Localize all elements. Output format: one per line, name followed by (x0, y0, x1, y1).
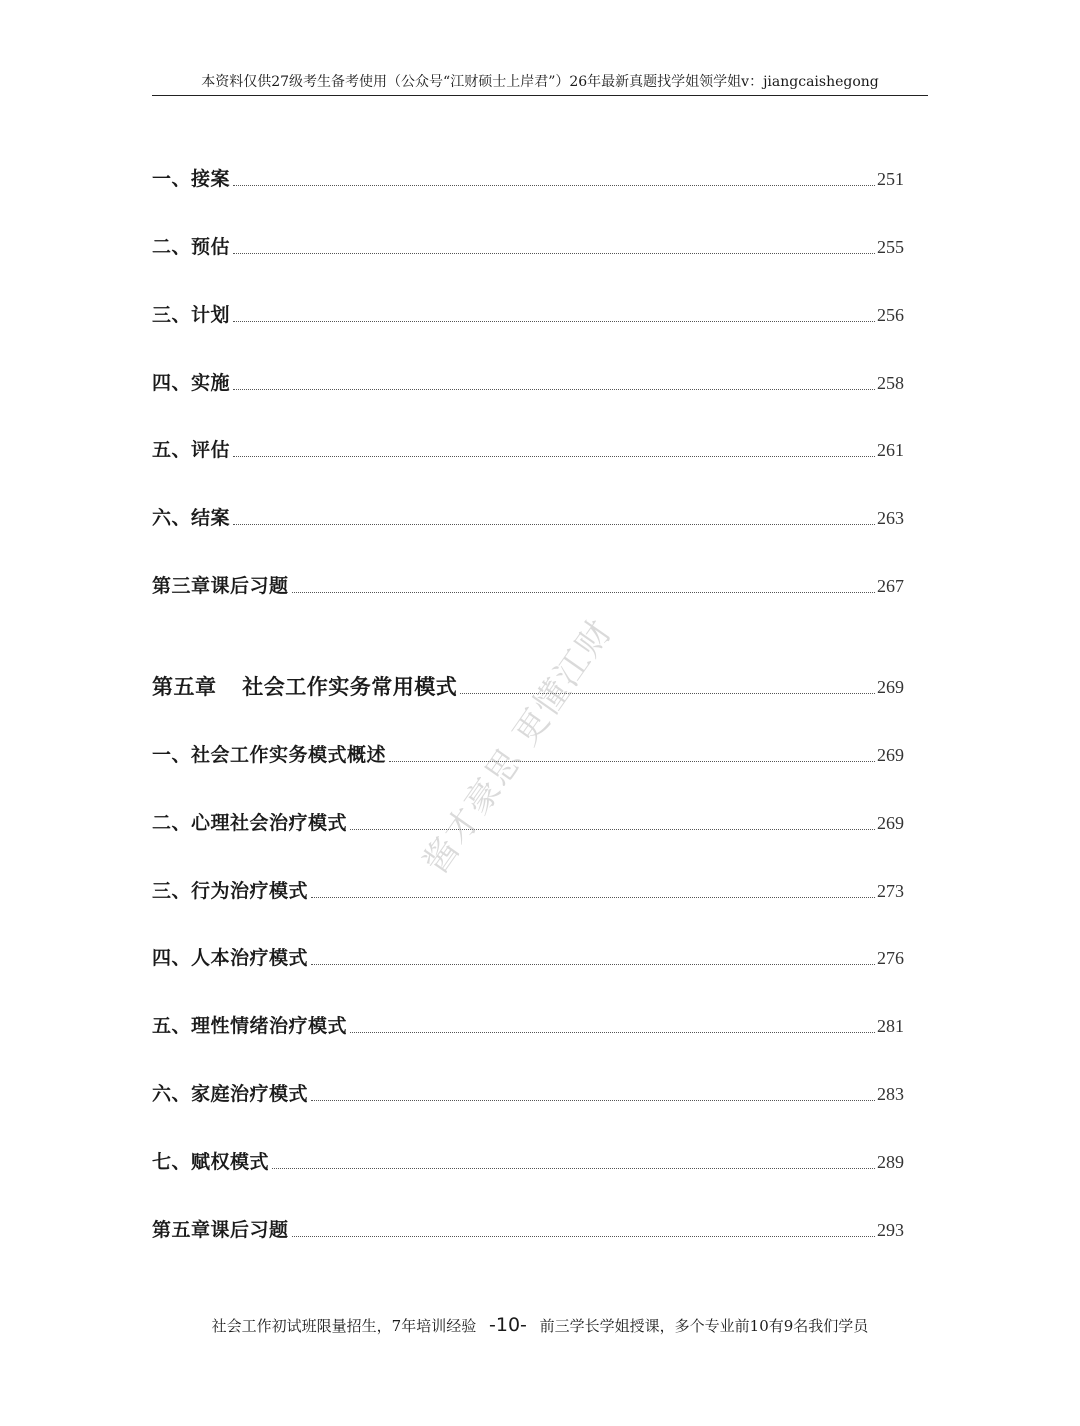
toc-entry[interactable] (152, 1077, 904, 1107)
toc-entry[interactable] (152, 366, 904, 396)
toc-leader-dots (311, 963, 875, 965)
toc-entry-page: 289 (877, 1152, 904, 1172)
toc-entry[interactable] (152, 298, 904, 328)
toc-entry-page: 276 (877, 948, 904, 968)
toc-entry-page: 269 (877, 677, 904, 697)
toc-entry-title: 六、家庭治疗模式 (152, 1083, 309, 1105)
toc-entry-page: 269 (877, 813, 904, 833)
footer-right-text: 前三学长学姐授课，多个专业前10有9名我们学员 (539, 1317, 869, 1335)
toc-leader-dots (233, 388, 875, 390)
page-header: 本资料仅供27级考生备考使用（公众号“江财硕士上岸君”）26年最新真题找学姐领学姐v：jiangcaishegong (152, 72, 928, 96)
toc-entry[interactable] (152, 433, 904, 463)
toc-entry[interactable] (152, 1145, 904, 1175)
toc-leader-dots (389, 760, 875, 762)
toc-leader-dots (272, 1167, 875, 1169)
toc-entry-page: 267 (877, 576, 904, 596)
toc-entry-page: 281 (877, 1016, 904, 1036)
toc-entry-title: 三、计划 (152, 304, 231, 326)
toc-entry[interactable] (152, 806, 904, 836)
toc-entry-title: 六、结案 (152, 507, 231, 529)
toc-leader-dots (233, 252, 875, 254)
toc-entry[interactable] (152, 230, 904, 260)
toc-entry-page: 269 (877, 745, 904, 765)
toc-entry[interactable] (152, 569, 904, 599)
toc-entry-page: 255 (877, 237, 904, 257)
toc-entry-page: 283 (877, 1084, 904, 1104)
toc-entry-page: 258 (877, 373, 904, 393)
toc-entry[interactable] (152, 1213, 904, 1243)
toc-leader-dots (350, 1031, 875, 1033)
toc-leader-dots (233, 320, 875, 322)
toc-entry-title: 二、心理社会治疗模式 (152, 812, 348, 834)
toc-entry-title: 一、接案 (152, 168, 231, 190)
toc-chapter-title: 第五章 社会工作实务常用模式 (152, 675, 458, 699)
toc-entry-title: 五、理性情绪治疗模式 (152, 1015, 348, 1037)
toc-entry[interactable] (152, 1009, 904, 1039)
toc-entry[interactable] (152, 501, 904, 531)
toc-entry-title: 第五章课后习题 (152, 1219, 289, 1241)
toc-entry-title: 七、赋权模式 (152, 1151, 270, 1173)
toc-leader-dots (292, 591, 875, 593)
toc-entry-page: 251 (877, 169, 904, 189)
toc-entry-page: 293 (877, 1220, 904, 1240)
toc-leader-dots (233, 455, 875, 457)
toc-entry-title: 三、行为治疗模式 (152, 880, 309, 902)
toc-entry[interactable] (152, 162, 904, 192)
toc-entry[interactable] (152, 941, 904, 971)
watermark: 酱才豪思 更懂江财 (415, 611, 621, 882)
toc-entry-page: 261 (877, 440, 904, 460)
toc-entry-page: 263 (877, 508, 904, 528)
toc-leader-dots (233, 523, 875, 525)
footer-left-text: 社会工作初试班限量招生，7年培训经验 (211, 1317, 477, 1335)
toc-leader-dots (311, 896, 875, 898)
toc-entry-title: 一、社会工作实务模式概述 (152, 744, 387, 766)
toc-entry-title: 四、实施 (152, 372, 231, 394)
toc-entry-page: 256 (877, 305, 904, 325)
toc-entry-title: 四、人本治疗模式 (152, 947, 309, 969)
page-number: -10- (489, 1314, 527, 1336)
toc-entry[interactable] (152, 874, 904, 904)
toc-entry-title: 五、评估 (152, 439, 231, 461)
toc-entry-title: 第三章课后习题 (152, 575, 289, 597)
toc-entry-title: 二、预估 (152, 236, 231, 258)
toc-leader-dots (292, 1235, 875, 1237)
toc-leader-dots (233, 184, 875, 186)
toc-leader-dots (311, 1099, 875, 1101)
toc-entry-page: 273 (877, 881, 904, 901)
page-footer (0, 1314, 1080, 1337)
